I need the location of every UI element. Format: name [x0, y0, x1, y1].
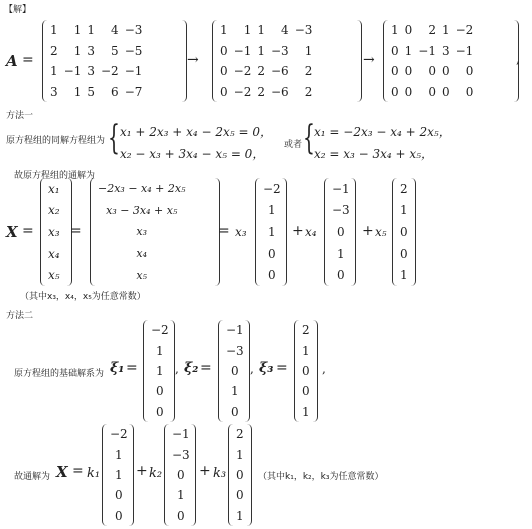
equals-sign: = — [218, 223, 230, 239]
unknowns-vector — [40, 178, 72, 286]
matrix-cell: −6 — [270, 64, 289, 79]
equation-1b: x₁ = −2x₃ − x₄ + 2x₅， — [314, 125, 451, 139]
matrix-cell: 1 — [87, 23, 95, 38]
vector-entry: −2 — [151, 323, 169, 338]
matrix-cell: −5 — [124, 43, 143, 58]
matrix-cell: 6 — [111, 84, 119, 99]
comma: , — [322, 362, 326, 376]
comma: , — [175, 362, 179, 376]
vector-entry: 1 — [115, 447, 123, 462]
vector-entry: −2x₃ − x₄ + 2x₅ — [98, 182, 186, 196]
vector-entry: 0 — [156, 384, 164, 399]
comma: , — [250, 362, 254, 376]
matrix-cell: 2 — [304, 64, 313, 79]
system-brace: { — [303, 118, 315, 158]
matrix-cell: 0 — [404, 23, 413, 38]
solution-vector-2 — [164, 424, 196, 526]
matrix-cell: 1 — [50, 23, 58, 38]
arrow: → — [187, 52, 199, 68]
vector-entry: 1 — [177, 488, 185, 503]
matrix-cell: −1 — [233, 43, 252, 58]
matrix-cell: 1 — [73, 23, 82, 38]
vector-entry: 0 — [231, 363, 239, 378]
xi3-vector — [294, 320, 318, 422]
xi1-vector — [143, 320, 175, 422]
matrix-cell: 1 — [257, 43, 265, 58]
vector-entry: x₁ — [48, 181, 60, 196]
matrix-cell: 3 — [441, 43, 450, 58]
vector-entry: 0 — [236, 467, 244, 482]
matrix-cell: −2 — [233, 84, 252, 99]
basis-vector-3 — [392, 178, 416, 286]
vector-entry: 0 — [400, 246, 408, 261]
vector-entry: −2 — [263, 181, 281, 196]
matrix-cell: 0 — [428, 84, 436, 99]
vector-entry: x₂ — [48, 203, 60, 218]
vector-entry: −3 — [226, 343, 244, 358]
vector-entry: −1 — [226, 323, 244, 338]
coefficient-k2: k₂ — [149, 466, 163, 481]
vector-entry: 0 — [177, 508, 185, 523]
vector-entry: x₄ — [48, 246, 60, 261]
matrix-cell: 0 — [404, 84, 413, 99]
basis-label: 原方程组的基础解系为 — [14, 369, 105, 379]
vector-x-label: X — [56, 463, 68, 481]
matrix-cell: 0 — [220, 84, 228, 99]
matrix-cell: 4 — [111, 23, 119, 38]
matrix-cell: 0 — [465, 64, 474, 79]
equals-sign: = — [22, 52, 34, 68]
vector-entry: 1 — [268, 203, 276, 218]
coefficient-x3: x₃ — [235, 225, 247, 239]
vector-entry: −3 — [332, 203, 350, 218]
matrix-cell: 4 — [281, 23, 289, 38]
matrix-cell: 2 — [428, 23, 436, 38]
vector-entry: −3 — [172, 447, 190, 462]
matrix-cell: 2 — [257, 64, 265, 79]
vector-entry: 1 — [156, 363, 164, 378]
reduced-matrix-1 — [212, 20, 362, 102]
general-solution-label: 故原方程组的通解为 — [14, 171, 96, 181]
basis-vector-1 — [255, 178, 287, 286]
vector-entry: 1 — [400, 203, 408, 218]
coefficient-k3: k₃ — [213, 466, 227, 481]
vector-entry: 1 — [156, 343, 164, 358]
vector-entry: 0 — [337, 224, 345, 239]
matrix-cell: −3 — [270, 43, 289, 58]
matrix-cell: 1 — [243, 23, 252, 38]
arrow: → — [363, 52, 375, 68]
coefficient-x5: x₅ — [375, 225, 387, 239]
vector-entry: 0 — [231, 404, 239, 419]
matrix-cell: 0 — [441, 84, 450, 99]
vector-entry: x₄ — [136, 247, 148, 261]
matrix-cell: 2 — [257, 84, 265, 99]
equation-1: x₁ + 2x₃ + x₄ − 2x₅ = 0， — [120, 125, 272, 139]
matrix-cell: 0 — [220, 43, 228, 58]
xi3-label: ξ₃ — [259, 360, 274, 376]
expression-vector — [90, 178, 220, 286]
matrix-a-label: A — [6, 52, 18, 70]
vector-entry: −2 — [110, 427, 128, 442]
vector-entry: 0 — [302, 363, 310, 378]
general-solution-label-2: 故通解为 — [14, 472, 51, 482]
matrix-cell: 1 — [404, 43, 413, 58]
vector-entry: 0 — [337, 268, 345, 283]
matrix-cell: 0 — [441, 64, 450, 79]
matrix-cell: 0 — [391, 64, 399, 79]
vector-entry: 0 — [115, 508, 123, 523]
matrix-cell: −2 — [233, 64, 252, 79]
vector-entry: 0 — [236, 488, 244, 503]
vector-entry: 2 — [302, 323, 310, 338]
equals-sign: = — [276, 360, 288, 376]
vector-entry: 2 — [236, 427, 244, 442]
matrix-cell: 1 — [391, 23, 399, 38]
method1-title: 方法一 — [6, 111, 34, 121]
reduced-matrix-2 — [383, 20, 519, 102]
method2-note: （其中k₁，k₂，k₃为任意常数） — [258, 472, 384, 482]
coefficient-k1: k₁ — [87, 466, 101, 481]
vector-entry: 1 — [236, 447, 244, 462]
matrix-cell: 1 — [73, 43, 82, 58]
matrix-cell: 2 — [304, 84, 313, 99]
xi2-label: ξ₂ — [184, 360, 199, 376]
method1-note: （其中x₃，x₄，x₅为任意常数） — [20, 292, 146, 302]
matrix-cell: −1 — [124, 64, 143, 79]
plus-sign: + — [199, 463, 211, 479]
vector-entry: x₅ — [136, 268, 148, 282]
matrix-cell: −3 — [124, 23, 143, 38]
equivalent-system-label: 原方程组的同解方程组为 — [6, 136, 106, 146]
vector-entry: x₃ − 3x₄ + x₅ — [106, 203, 178, 217]
vector-entry: 1 — [115, 467, 123, 482]
comma: , — [516, 52, 521, 67]
vector-entry: 0 — [156, 404, 164, 419]
xi1-label: ξ₁ — [110, 360, 125, 376]
vector-entry: x₃ — [136, 225, 148, 239]
matrix-cell: 1 — [220, 23, 228, 38]
matrix-cell: −7 — [124, 84, 143, 99]
matrix-cell: 2 — [50, 43, 58, 58]
matrix-cell: −2 — [100, 64, 119, 79]
equation-2: x₂ − x₃ + 3x₄ − x₅ = 0， — [120, 147, 265, 161]
equation-2b: x₂ = x₃ − 3x₄ + x₅， — [314, 147, 433, 161]
matrix-cell: −1 — [455, 43, 474, 58]
vector-entry: x₃ — [48, 224, 60, 239]
vector-entry: 0 — [268, 246, 276, 261]
equals-sign: = — [126, 360, 138, 376]
equals-sign: = — [72, 463, 84, 479]
vector-entry: 1 — [400, 268, 408, 283]
matrix-cell: −6 — [270, 84, 289, 99]
matrix-cell: 1 — [441, 23, 450, 38]
vector-entry: 1 — [268, 224, 276, 239]
matrix-cell: −3 — [294, 23, 313, 38]
coefficient-x4: x₄ — [305, 225, 317, 239]
vector-entry: 1 — [302, 343, 310, 358]
matrix-cell: 0 — [404, 64, 413, 79]
vector-entry: −1 — [332, 181, 350, 196]
solution-header: 【解】 — [4, 5, 32, 15]
matrix-cell: 1 — [73, 84, 82, 99]
solution-vector-1 — [102, 424, 134, 526]
equals-sign: = — [200, 360, 212, 376]
vector-entry: x₅ — [48, 268, 60, 283]
matrix-cell: 0 — [391, 84, 399, 99]
matrix-cell: −1 — [418, 43, 436, 58]
matrix-cell: 0 — [465, 84, 474, 99]
system-brace: { — [108, 118, 120, 158]
vector-entry: −1 — [172, 427, 190, 442]
basis-vector-2 — [324, 178, 356, 286]
matrix-cell: 0 — [220, 64, 228, 79]
matrix-cell: −2 — [455, 23, 474, 38]
plus-sign: + — [136, 463, 148, 479]
matrix-cell: 5 — [111, 43, 119, 58]
vector-entry: 2 — [400, 181, 408, 196]
vector-entry: 0 — [302, 384, 310, 399]
equals-sign: = — [70, 223, 82, 239]
vector-entry: 1 — [302, 404, 310, 419]
matrix-cell: 1 — [257, 23, 265, 38]
or-label: 或者 — [284, 140, 303, 150]
matrix-cell: 0 — [391, 43, 399, 58]
matrix-cell: −1 — [63, 64, 82, 79]
vector-x-label: X — [6, 223, 18, 241]
matrix-cell: 0 — [428, 64, 436, 79]
matrix-cell: 3 — [87, 43, 95, 58]
vector-entry: 0 — [115, 488, 123, 503]
augmented-matrix — [42, 20, 187, 102]
matrix-cell: 1 — [304, 43, 313, 58]
xi2-vector — [218, 320, 250, 422]
matrix-cell: 3 — [87, 64, 95, 79]
equals-sign: = — [22, 223, 34, 239]
vector-entry: 0 — [268, 268, 276, 283]
matrix-cell: 3 — [50, 84, 58, 99]
matrix-cell: 1 — [50, 64, 58, 79]
vector-entry: 1 — [236, 508, 244, 523]
solution-vector-3 — [228, 424, 252, 526]
plus-sign: + — [292, 223, 304, 239]
plus-sign: + — [362, 223, 374, 239]
method2-title: 方法二 — [6, 311, 34, 321]
matrix-cell: 5 — [87, 84, 95, 99]
vector-entry: 1 — [337, 246, 345, 261]
vector-entry: 0 — [177, 467, 185, 482]
vector-entry: 0 — [400, 224, 408, 239]
vector-entry: 1 — [231, 384, 239, 399]
